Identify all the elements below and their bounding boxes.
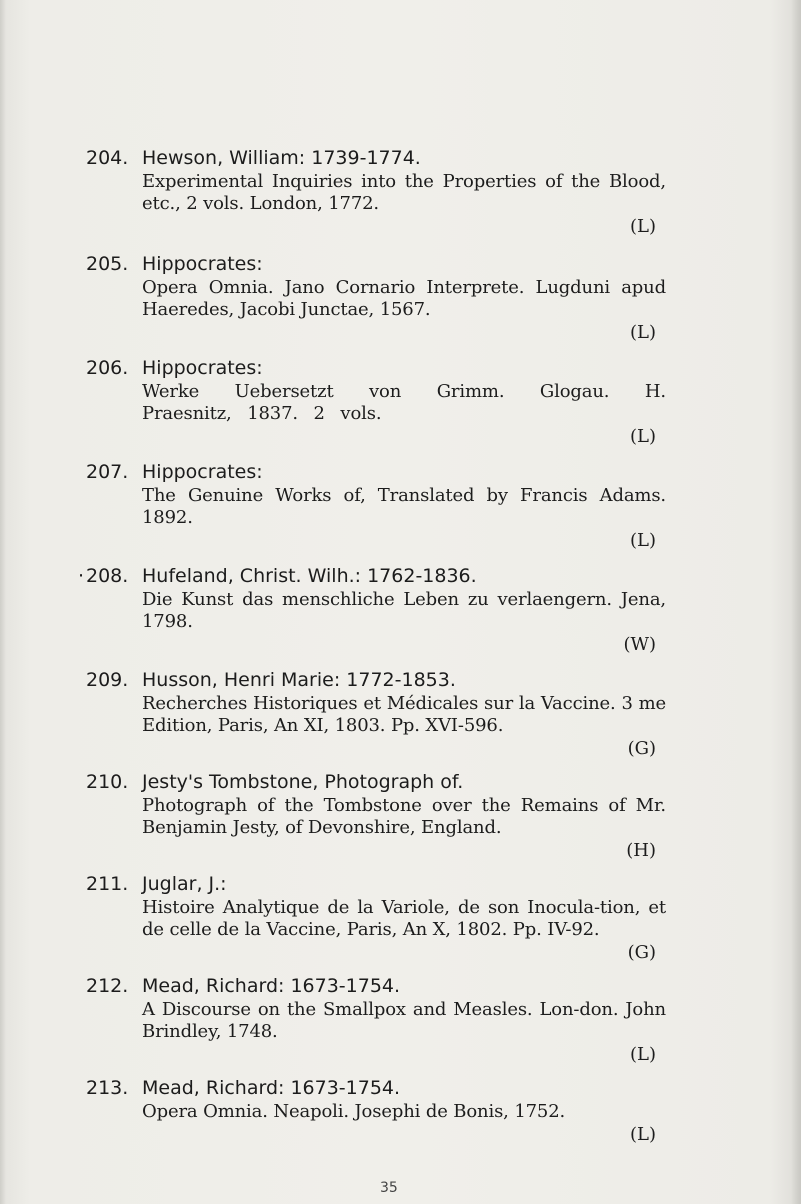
entry-location-code: (L) <box>630 1124 656 1145</box>
entry-location-code: (L) <box>630 1044 656 1065</box>
page-left-edge-shadow <box>0 0 6 1204</box>
catalog-entry <box>86 667 666 761</box>
catalog-entry <box>86 973 666 1067</box>
entry-description: A Discourse on the Smallpox and Measles. Lon-don. John Brindley, 1748. <box>142 999 666 1042</box>
entry-number: 209. <box>86 669 129 691</box>
entry-location-code: (L) <box>630 216 656 237</box>
entry-location-code: (H) <box>626 840 656 861</box>
entry-description: Die Kunst das menschliche Leben zu verlaengern. Jena, 1798. <box>142 589 666 632</box>
entry-location-code: (G) <box>627 942 656 963</box>
entry-number: · 208. <box>86 563 138 589</box>
entry-description: Recherches Historiques et Médicales sur la Vaccine. 3 me Edition, Paris, An XI, 1803. Pp. XVI-596. <box>142 693 666 736</box>
catalog-entries <box>86 145 666 1147</box>
catalog-entry <box>86 871 666 965</box>
page-number: 35 <box>380 1180 398 1196</box>
entry-number: 212. <box>86 975 129 997</box>
page-right-edge-shadow <box>791 0 801 1204</box>
entry-location-code: (L) <box>630 322 656 343</box>
entry-number: 210. <box>86 771 129 793</box>
entry-number: 206. <box>86 357 129 379</box>
catalog-entry <box>86 459 666 553</box>
entry-location-code: (W) <box>623 634 656 655</box>
catalog-entry <box>86 769 666 863</box>
entry-number: 205. <box>86 253 129 275</box>
entry-heading: Husson, Henri Marie: 1772-1853. <box>142 669 456 691</box>
entry-heading: Juglar, J.: <box>142 873 227 895</box>
entry-heading: Hippocrates: <box>142 253 263 275</box>
catalog-entry <box>86 563 666 657</box>
entry-description: Werke Uebersetzt von Grimm. Glogau. H. Praesnitz, 1837. 2 vols. <box>142 381 666 424</box>
entry-heading: Hufeland, Christ. Wilh.: 1762-1836. <box>142 565 477 587</box>
entry-location-code: (L) <box>630 426 656 447</box>
entry-heading: Hippocrates: <box>142 357 263 379</box>
entry-number: 213. <box>86 1077 129 1099</box>
entry-description: Opera Omnia. Neapoli. Josephi de Bonis, 1752. <box>142 1101 566 1122</box>
entry-heading: Hewson, William: 1739-1774. <box>142 147 421 169</box>
entry-number: 204. <box>86 147 129 169</box>
catalog-entry <box>86 355 666 449</box>
entry-description: Histoire Analytique de la Variole, de son Inocula-tion, et de celle de la Vaccine, Paris, An X, 1802. Pp. IV-92. <box>142 897 666 940</box>
entry-heading: Hippocrates: <box>142 461 263 483</box>
entry-description: The Genuine Works of, Translated by Francis Adams. 1892. <box>142 485 666 528</box>
entry-number: 207. <box>86 461 129 483</box>
entry-number: 211. <box>86 873 129 895</box>
entry-heading: Jesty's Tombstone, Photograph of. <box>142 771 464 793</box>
catalog-entry <box>86 1075 666 1147</box>
catalog-entry <box>86 251 666 345</box>
catalog-entry <box>86 145 666 239</box>
entry-heading: Mead, Richard: 1673-1754. <box>142 1077 401 1099</box>
entry-description: Experimental Inquiries into the Properties of the Blood, etc., 2 vols. London, 1772. <box>142 171 666 214</box>
entry-location-code: (L) <box>630 530 656 551</box>
entry-location-code: (G) <box>627 738 656 759</box>
entry-description: Opera Omnia. Jano Cornario Interprete. Lugduni apud Haeredes, Jacobi Junctae, 1567. <box>142 277 666 320</box>
entry-heading: Mead, Richard: 1673-1754. <box>142 975 401 997</box>
entry-description: Photograph of the Tombstone over the Remains of Mr. Benjamin Jesty, of Devonshire, England. <box>142 795 666 838</box>
